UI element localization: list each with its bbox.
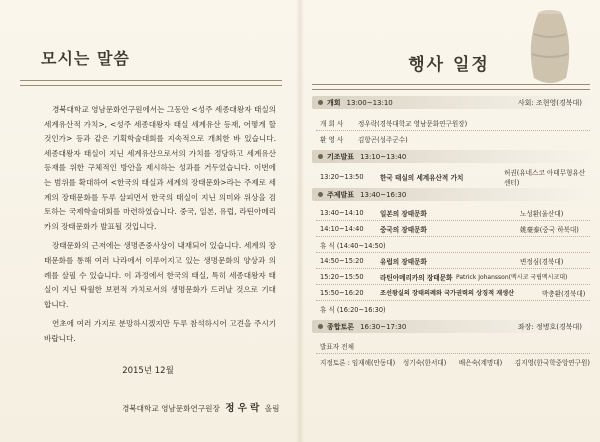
schedule-row	[312, 285, 590, 300]
row-time: 15:20~15:50	[320, 272, 364, 281]
session-time: 13:10~13:40	[360, 152, 407, 161]
row-subject: 일본의 장태문화	[380, 209, 427, 218]
signature-org: 경북대학교 영남문화연구원장	[122, 404, 220, 413]
row-break: 휴 식 (14:40~14:50)	[320, 241, 386, 250]
session-header	[312, 188, 590, 201]
signature	[122, 400, 279, 414]
session-label: 종합토론	[327, 322, 355, 331]
signature-name: 정 우 락	[225, 403, 260, 414]
title-divider	[312, 84, 590, 90]
row-presenter: 노성환(울산대)	[520, 209, 564, 218]
letter-date: 2015년 12월	[122, 366, 174, 376]
row-time: 14:10~14:40	[320, 224, 364, 233]
row-break: 휴 식 (16:20~16:30)	[320, 305, 386, 314]
schedule-row	[312, 205, 590, 220]
bullet-icon	[318, 324, 323, 329]
row-time: 환 영 사	[320, 135, 344, 144]
row-time: 14:50~15:20	[320, 256, 364, 265]
row-subject: 정우락(경북대학교 영남문화연구원장)	[358, 119, 468, 128]
row-subject: 조선왕실의 장태의례와 국가권력의 상징적 재생산	[380, 290, 515, 297]
schedule-row	[312, 221, 590, 236]
session-chair: 좌장: 정병호(경북대)	[517, 322, 582, 331]
session-header	[312, 150, 590, 163]
bullet-icon	[318, 154, 323, 159]
schedule-row	[312, 269, 590, 284]
schedule-table	[312, 96, 590, 369]
session-label: 기조발표	[327, 152, 355, 161]
letter-paragraph: 경북대학교 영남문화연구원에서는 그동안 <성주 세종대왕자 태실의 세계유산적 가치>, <성주 세종대왕자 태실 세계유산 등재, 어떻게 할 것인가> 등과 같은 기획학술대회를 지속적으로 개최한 바 있습니다. 세종대왕자 태실이 지닌 세계유산으로서의 가치를 정당하고 세계유산 등재를 위한 구체적인 방안을 제시하는 성과를 거두었습니다. 이번에는 범위를 확대하여 <한국의 태실과 세계의 장태문화>라는 주제로 세계의 장태문화를 두루 살피면서 한국의 태실이 지닌 의미와 위상을 검토하는 국제학술대회를 마련하였습니다. 중국, 일본, 유럽, 라틴아메리카의 장태문화가 발표될 것입니다.	[44, 105, 276, 231]
row-subject: 라틴아메리카의 장태문화	[380, 273, 453, 282]
session-label: 개회	[327, 98, 341, 107]
schedule-title: 행사 일정	[408, 55, 490, 75]
invitation-page	[0, 0, 296, 442]
schedule-row	[312, 131, 590, 146]
row-discussants: 성기숙(한서대) 배은숙(계명대) 김지영(한국학중앙연구원)	[402, 358, 590, 367]
schedule-row	[312, 168, 590, 187]
row-time: 개 회 사	[320, 119, 344, 128]
session-header	[312, 320, 590, 333]
row-presenter: Patrick Johansson(멕시코 국립멕시코대)	[456, 274, 568, 281]
bullet-icon	[318, 100, 323, 105]
session-time: 16:30~17:30	[360, 322, 407, 331]
session-time: 13:40~16:30	[360, 190, 407, 199]
schedule-break-row	[312, 237, 590, 252]
schedule-row	[312, 338, 590, 353]
row-time: 13:40~14:10	[320, 208, 364, 217]
row-time: 13:20~13:50	[320, 172, 364, 181]
schedule-row	[312, 354, 590, 369]
session-label: 주제발표	[327, 190, 355, 199]
row-subject: 중국의 장태문화	[380, 225, 427, 234]
invitation-letter	[44, 103, 276, 352]
row-subject: 김항곤(성주군수)	[358, 135, 408, 144]
row-presenter: 변정심(경북대)	[520, 257, 564, 266]
row-presenter: 박충환(경북대)	[542, 289, 586, 298]
schedule-page	[304, 0, 600, 442]
row-presenter: 허권(유네스코 아태무형유산센터)	[504, 168, 586, 187]
row-presenters: 발표자 전체	[320, 342, 354, 351]
row-time: 15:50~16:20	[320, 288, 364, 297]
session-chair: 사회: 조현영(경북대)	[517, 98, 582, 107]
letter-paragraph: 연초에 여러 가지로 분망하시겠지만 두루 참석하시어 고견을 주시기 바랍니다.	[44, 319, 276, 343]
row-discussant-lead: 지정토론 : 임재해(안동대)	[320, 358, 396, 367]
page-fold	[296, 0, 304, 442]
title-divider	[20, 80, 282, 86]
schedule-row	[312, 115, 590, 130]
letter-paragraph: 장태문화의 근저에는 생명존중사상이 내재되어 있습니다. 세계의 장태문화를 통해 여러 나라에서 이루어지고 있는 생명문화의 양상과 의례를 살필 수 있습니다. 이 과정에서 한국의 태실, 특히 세종대왕자 태실이 지닌 탁월한 보편적 가치로서의 생명문화가 드러날 것으로 기대합니다.	[44, 241, 276, 309]
schedule-break-row	[312, 301, 590, 316]
row-subject: 유럽의 장태문화	[380, 257, 427, 266]
row-presenter: 姚豪泰(중국 하북대)	[520, 225, 579, 234]
invitation-title: 모시는 말씀	[41, 49, 130, 68]
bullet-icon	[318, 192, 323, 197]
session-header	[312, 96, 590, 109]
signature-suffix: 올림	[264, 404, 280, 413]
row-subject: 한국 태실의 세계유산적 가치	[380, 173, 464, 182]
schedule-row	[312, 253, 590, 268]
session-time: 13:00~13:10	[346, 98, 393, 107]
